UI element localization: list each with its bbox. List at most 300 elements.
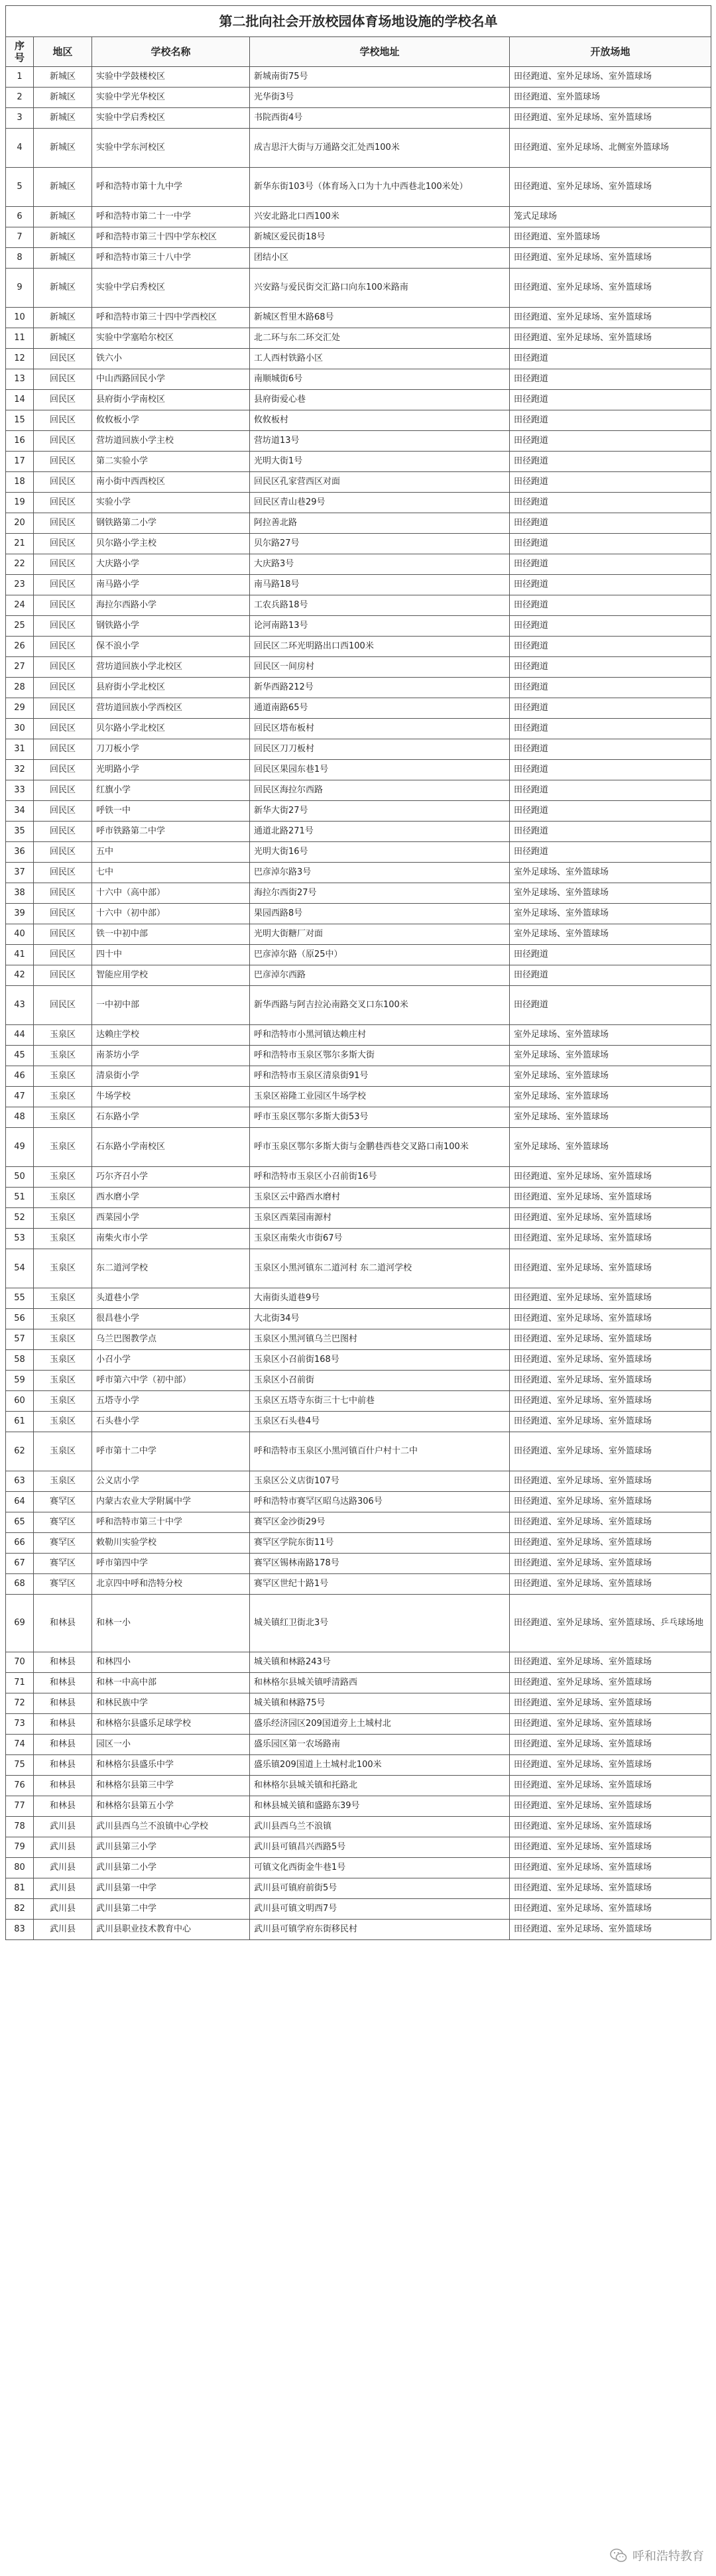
row-school-address: 巴彦淖尔西路	[250, 965, 510, 986]
row-number: 64	[6, 1492, 34, 1512]
table-row	[6, 1595, 711, 1652]
table-row	[6, 369, 711, 390]
row-district: 玉泉区	[34, 1288, 92, 1309]
table-row	[6, 1652, 711, 1673]
row-facilities: 田径跑道	[510, 719, 711, 739]
row-number: 24	[6, 595, 34, 616]
row-facilities: 田径跑道、室外足球场、室外篮球场	[510, 1350, 711, 1371]
row-school-name: 县府街小学北校区	[92, 678, 250, 698]
row-number: 42	[6, 965, 34, 986]
row-facilities: 田径跑道	[510, 945, 711, 965]
row-district: 赛罕区	[34, 1554, 92, 1574]
row-number: 13	[6, 369, 34, 390]
row-facilities: 田径跑道、室外足球场、室外篮球场	[510, 1735, 711, 1755]
row-facilities: 田径跑道	[510, 760, 711, 780]
row-facilities: 田径跑道	[510, 678, 711, 698]
table-row	[6, 227, 711, 248]
table-row	[6, 1432, 711, 1471]
row-school-address: 玉泉区五塔寺东街三十七中前巷	[250, 1391, 510, 1412]
row-school-address: 团结小区	[250, 248, 510, 269]
row-number: 48	[6, 1107, 34, 1128]
table-row	[6, 410, 711, 431]
row-district: 回民区	[34, 390, 92, 410]
row-school-name: 清泉街小学	[92, 1066, 250, 1087]
row-number: 8	[6, 248, 34, 269]
row-facilities: 室外足球场、室外篮球场	[510, 1046, 711, 1066]
row-district: 玉泉区	[34, 1087, 92, 1107]
row-facilities: 田径跑道、室外篮球场	[510, 88, 711, 108]
row-school-name: 五中	[92, 842, 250, 863]
row-number: 30	[6, 719, 34, 739]
row-school-address: 新华西路212号	[250, 678, 510, 698]
row-school-address: 海拉尔西街27号	[250, 883, 510, 904]
row-number: 40	[6, 924, 34, 945]
row-school-address: 南顺城街6号	[250, 369, 510, 390]
table-row	[6, 431, 711, 452]
row-number: 26	[6, 637, 34, 657]
table-row	[6, 349, 711, 369]
header-facilities: 开放场地	[510, 37, 711, 67]
row-school-name: 五塔寺小学	[92, 1391, 250, 1412]
row-facilities: 田径跑道、室外足球场、室外篮球场	[510, 1693, 711, 1714]
row-school-address: 巴彦淖尔路（原25中）	[250, 945, 510, 965]
row-district: 回民区	[34, 739, 92, 760]
row-facilities: 田径跑道、室外足球场、室外篮球场	[510, 1878, 711, 1899]
row-facilities: 田径跑道、室外足球场、室外篮球场	[510, 1533, 711, 1554]
row-district: 回民区	[34, 780, 92, 801]
row-school-address: 兴安北路北口西100米	[250, 207, 510, 227]
row-facilities: 室外足球场、室外篮球场	[510, 883, 711, 904]
row-district: 武川县	[34, 1878, 92, 1899]
row-district: 玉泉区	[34, 1208, 92, 1229]
row-school-name: 达赖庄学校	[92, 1025, 250, 1046]
row-school-address: 武川县可镇学府东街移民村	[250, 1920, 510, 1940]
row-school-address: 和林县城关镇和盛路东39号	[250, 1796, 510, 1817]
row-facilities: 田径跑道、室外足球场、室外篮球场	[510, 1755, 711, 1776]
row-facilities: 田径跑道、室外足球场、室外篮球场	[510, 1574, 711, 1595]
row-facilities: 田径跑道、室外足球场、室外篮球场	[510, 1817, 711, 1837]
row-school-name: 十六中（初中部）	[92, 904, 250, 924]
row-number: 56	[6, 1309, 34, 1329]
row-district: 和林县	[34, 1755, 92, 1776]
table-row	[6, 1128, 711, 1167]
row-number: 10	[6, 308, 34, 328]
row-school-address: 回民区二环光明路出口西100米	[250, 637, 510, 657]
table-row	[6, 1025, 711, 1046]
row-school-address: 营坊道13号	[250, 431, 510, 452]
row-facilities: 田径跑道	[510, 493, 711, 513]
row-district: 玉泉区	[34, 1167, 92, 1188]
row-facilities: 田径跑道	[510, 410, 711, 431]
row-facilities: 田径跑道、室外足球场、室外篮球场	[510, 1492, 711, 1512]
row-school-name: 县府街小学南校区	[92, 390, 250, 410]
table-row	[6, 698, 711, 719]
row-school-address: 通道南路65号	[250, 698, 510, 719]
table-row	[6, 1249, 711, 1288]
row-school-address: 新华大街27号	[250, 801, 510, 822]
row-number: 73	[6, 1714, 34, 1735]
row-number: 34	[6, 801, 34, 822]
row-district: 回民区	[34, 719, 92, 739]
row-school-name: 呼市第六中学（初中部）	[92, 1371, 250, 1391]
table-row	[6, 637, 711, 657]
table-row	[6, 678, 711, 698]
row-district: 赛罕区	[34, 1512, 92, 1533]
row-school-name: 和林格尔县盛乐足球学校	[92, 1714, 250, 1735]
row-district: 新城区	[34, 108, 92, 129]
row-school-name: 南柴火市小学	[92, 1229, 250, 1249]
row-district: 回民区	[34, 554, 92, 575]
table-row	[6, 1574, 711, 1595]
table-row	[6, 780, 711, 801]
row-facilities: 室外足球场、室外篮球场	[510, 863, 711, 883]
row-number: 60	[6, 1391, 34, 1412]
row-school-address: 玉泉区小黑河镇东二道河村 东二道河学校	[250, 1249, 510, 1288]
row-school-address: 光明大街1号	[250, 452, 510, 472]
row-school-name: 西菜园小学	[92, 1208, 250, 1229]
row-facilities: 田径跑道	[510, 513, 711, 534]
row-school-address: 和林格尔县城关镇呼清路西	[250, 1673, 510, 1693]
row-number: 1	[6, 67, 34, 88]
row-district: 回民区	[34, 472, 92, 493]
row-facilities: 室外足球场、室外篮球场	[510, 1128, 711, 1167]
row-district: 回民区	[34, 904, 92, 924]
row-number: 51	[6, 1188, 34, 1208]
table-row	[6, 129, 711, 168]
row-school-address: 书院西街4号	[250, 108, 510, 129]
row-school-name: 实验中学启秀校区	[92, 108, 250, 129]
table-row	[6, 1371, 711, 1391]
row-school-address: 光明大街糖厂对面	[250, 924, 510, 945]
row-number: 28	[6, 678, 34, 698]
row-facilities: 田径跑道、室外足球场、室外篮球场、乒乓球场地	[510, 1595, 711, 1652]
row-school-name: 武川县第一中学	[92, 1878, 250, 1899]
row-number: 52	[6, 1208, 34, 1229]
row-number: 16	[6, 431, 34, 452]
row-number: 69	[6, 1595, 34, 1652]
row-number: 36	[6, 842, 34, 863]
row-number: 54	[6, 1249, 34, 1288]
row-school-address: 呼市玉泉区鄂尔多斯大街53号	[250, 1107, 510, 1128]
row-number: 6	[6, 207, 34, 227]
row-school-name: 呼和浩特市第二十一中学	[92, 207, 250, 227]
row-school-address: 玉泉区石头巷4号	[250, 1412, 510, 1432]
row-school-name: 贝尔路小学北校区	[92, 719, 250, 739]
table-row	[6, 452, 711, 472]
row-facilities: 田径跑道、室外足球场、室外篮球场	[510, 1652, 711, 1673]
row-district: 玉泉区	[34, 1350, 92, 1371]
row-school-address: 大北街34号	[250, 1309, 510, 1329]
table-row	[6, 1837, 711, 1858]
row-district: 回民区	[34, 410, 92, 431]
row-facilities: 田径跑道、室外足球场、室外篮球场	[510, 1371, 711, 1391]
row-number: 19	[6, 493, 34, 513]
row-number: 46	[6, 1066, 34, 1087]
row-number: 3	[6, 108, 34, 129]
row-school-name: 武川县第三小学	[92, 1837, 250, 1858]
row-school-address: 回民区刀刀板村	[250, 739, 510, 760]
row-facilities: 田径跑道	[510, 842, 711, 863]
row-facilities: 田径跑道、室外篮球场	[510, 227, 711, 248]
row-school-name: 呼和浩特市第三十八中学	[92, 248, 250, 269]
table-row	[6, 1796, 711, 1817]
row-facilities: 田径跑道、室外足球场、室外篮球场	[510, 1288, 711, 1309]
row-number: 2	[6, 88, 34, 108]
table-row	[6, 1087, 711, 1107]
row-school-name: 钢铁路第二小学	[92, 513, 250, 534]
row-school-name: 十六中（高中部）	[92, 883, 250, 904]
row-number: 29	[6, 698, 34, 719]
row-number: 68	[6, 1574, 34, 1595]
row-school-name: 北京四中呼和浩特分校	[92, 1574, 250, 1595]
row-school-name: 内蒙古农业大学附属中学	[92, 1492, 250, 1512]
table-row	[6, 739, 711, 760]
row-facilities: 室外足球场、室外篮球场	[510, 1066, 711, 1087]
row-number: 66	[6, 1533, 34, 1554]
row-facilities: 室外足球场、室外篮球场	[510, 1025, 711, 1046]
row-school-name: 和林一小	[92, 1595, 250, 1652]
row-school-address: 玉泉区公义店街107号	[250, 1471, 510, 1492]
row-district: 武川县	[34, 1858, 92, 1878]
row-number: 82	[6, 1899, 34, 1920]
table-row	[6, 1492, 711, 1512]
row-number: 81	[6, 1878, 34, 1899]
row-school-address: 巴彦淖尔路3号	[250, 863, 510, 883]
row-school-name: 武川县第二小学	[92, 1858, 250, 1878]
row-facilities: 田径跑道	[510, 575, 711, 595]
row-facilities: 田径跑道	[510, 986, 711, 1025]
row-school-name: 营坊道回族小学主校	[92, 431, 250, 452]
row-facilities: 田径跑道、室外足球场、室外篮球场	[510, 1229, 711, 1249]
row-school-name: 呼市第四中学	[92, 1554, 250, 1574]
row-school-name: 小召小学	[92, 1350, 250, 1371]
row-facilities: 田径跑道	[510, 780, 711, 801]
table-row	[6, 269, 711, 308]
table-row	[6, 1776, 711, 1796]
row-number: 11	[6, 328, 34, 349]
footer-text: 呼和浩特教育	[632, 2549, 704, 2563]
table-row	[6, 534, 711, 554]
row-school-name: 实验中学塞哈尔校区	[92, 328, 250, 349]
row-school-name: 铁六小	[92, 349, 250, 369]
row-number: 67	[6, 1554, 34, 1574]
table-row	[6, 1673, 711, 1693]
row-district: 和林县	[34, 1673, 92, 1693]
row-school-name: 和林格尔县第五小学	[92, 1796, 250, 1817]
row-school-name: 营坊道回族小学西校区	[92, 698, 250, 719]
row-number: 62	[6, 1432, 34, 1471]
row-number: 33	[6, 780, 34, 801]
header-district: 地区	[34, 37, 92, 67]
row-school-name: 武川县西乌兰不浪镇中心学校	[92, 1817, 250, 1837]
row-school-name: 武川县第二中学	[92, 1899, 250, 1920]
row-facilities: 田径跑道	[510, 822, 711, 842]
table-row	[6, 1208, 711, 1229]
row-number: 25	[6, 616, 34, 637]
row-school-address: 新城区哲里木路68号	[250, 308, 510, 328]
row-school-address: 县府街爱心巷	[250, 390, 510, 410]
table-row	[6, 1714, 711, 1735]
row-school-address: 玉泉区小黑河镇乌兰巴图村	[250, 1329, 510, 1350]
row-school-address: 赛罕区锡林南路178号	[250, 1554, 510, 1574]
row-district: 玉泉区	[34, 1371, 92, 1391]
wechat-icon	[610, 2548, 627, 2563]
row-school-address: 大南街头道巷9号	[250, 1288, 510, 1309]
table-row	[6, 1899, 711, 1920]
row-school-name: 呼和浩特市第三十中学	[92, 1512, 250, 1533]
row-school-address: 新城南街75号	[250, 67, 510, 88]
row-school-name: 南马路小学	[92, 575, 250, 595]
table-row	[6, 390, 711, 410]
row-district: 回民区	[34, 657, 92, 678]
row-district: 和林县	[34, 1595, 92, 1652]
table-row	[6, 924, 711, 945]
row-school-address: 玉泉区小召前街168号	[250, 1350, 510, 1371]
row-number: 49	[6, 1128, 34, 1167]
row-school-address: 新华西路与阿吉拉沁南路交叉口东100米	[250, 986, 510, 1025]
row-school-address: 攸攸板村	[250, 410, 510, 431]
row-school-address: 论河南路13号	[250, 616, 510, 637]
row-school-name: 南茶坊小学	[92, 1046, 250, 1066]
row-district: 回民区	[34, 452, 92, 472]
row-school-address: 兴安路与爱民街交汇路口向东100米路南	[250, 269, 510, 308]
row-facilities: 田径跑道、室外足球场、室外篮球场	[510, 1188, 711, 1208]
row-number: 53	[6, 1229, 34, 1249]
row-number: 77	[6, 1796, 34, 1817]
table-row	[6, 1533, 711, 1554]
row-facilities: 田径跑道	[510, 698, 711, 719]
row-school-name: 实验小学	[92, 493, 250, 513]
row-school-name: 呼和浩特市第十九中学	[92, 168, 250, 207]
table-row	[6, 207, 711, 227]
row-number: 9	[6, 269, 34, 308]
table-row	[6, 801, 711, 822]
row-school-address: 新华东街103号（体育场入口为十九中西巷北100米处）	[250, 168, 510, 207]
row-number: 12	[6, 349, 34, 369]
table-row	[6, 1512, 711, 1533]
row-district: 玉泉区	[34, 1249, 92, 1288]
row-district: 玉泉区	[34, 1128, 92, 1167]
row-school-address: 回民区一间房村	[250, 657, 510, 678]
row-facilities: 田径跑道、室外足球场、室外篮球场	[510, 1837, 711, 1858]
row-district: 武川县	[34, 1899, 92, 1920]
row-facilities: 室外足球场、室外篮球场	[510, 904, 711, 924]
table-row	[6, 1391, 711, 1412]
row-number: 58	[6, 1350, 34, 1371]
row-school-address: 呼和浩特市赛罕区昭乌达路306号	[250, 1492, 510, 1512]
row-school-address: 武川县可镇昌兴西路5号	[250, 1837, 510, 1858]
row-school-name: 石头巷小学	[92, 1412, 250, 1432]
row-district: 回民区	[34, 575, 92, 595]
row-school-address: 成吉思汗大街与万通路交汇处西100米	[250, 129, 510, 168]
row-number: 45	[6, 1046, 34, 1066]
table-row	[6, 657, 711, 678]
row-facilities: 田径跑道	[510, 369, 711, 390]
row-school-address: 光明大街16号	[250, 842, 510, 863]
row-school-address: 盛乐经济园区209国道旁上土城村北	[250, 1714, 510, 1735]
row-number: 39	[6, 904, 34, 924]
row-facilities: 田径跑道、室外足球场、室外篮球场	[510, 1167, 711, 1188]
table-row	[6, 1920, 711, 1940]
row-facilities: 田径跑道	[510, 595, 711, 616]
row-number: 70	[6, 1652, 34, 1673]
row-facilities: 田径跑道、室外足球场、室外篮球场	[510, 1899, 711, 1920]
row-district: 新城区	[34, 88, 92, 108]
row-district: 回民区	[34, 924, 92, 945]
row-district: 玉泉区	[34, 1229, 92, 1249]
row-facilities: 田径跑道	[510, 452, 711, 472]
row-number: 63	[6, 1471, 34, 1492]
row-district: 回民区	[34, 822, 92, 842]
table-row	[6, 108, 711, 129]
row-school-address: 武川县西乌兰不浪镇	[250, 1817, 510, 1837]
row-school-name: 大庆路小学	[92, 554, 250, 575]
row-district: 玉泉区	[34, 1309, 92, 1329]
row-number: 14	[6, 390, 34, 410]
row-district: 武川县	[34, 1817, 92, 1837]
row-school-address: 城关镇和林路75号	[250, 1693, 510, 1714]
row-school-name: 东二道河学校	[92, 1249, 250, 1288]
table-row	[6, 1735, 711, 1755]
row-district: 赛罕区	[34, 1492, 92, 1512]
row-school-name: 牛场学校	[92, 1087, 250, 1107]
row-district: 和林县	[34, 1796, 92, 1817]
table-body	[6, 67, 711, 1940]
row-number: 4	[6, 129, 34, 168]
row-school-name: 呼和浩特市第三十四中学东校区	[92, 227, 250, 248]
row-district: 回民区	[34, 431, 92, 452]
row-facilities: 田径跑道	[510, 534, 711, 554]
row-school-name: 第二实验小学	[92, 452, 250, 472]
row-school-address: 北二环与东二环交汇处	[250, 328, 510, 349]
row-district: 玉泉区	[34, 1046, 92, 1066]
row-facilities: 田径跑道、室外足球场、室外篮球场	[510, 1432, 711, 1471]
table-row	[6, 1817, 711, 1837]
header-no: 序号	[6, 37, 34, 67]
row-number: 17	[6, 452, 34, 472]
row-facilities: 田径跑道	[510, 472, 711, 493]
table-row	[6, 986, 711, 1025]
row-school-name: 巧尔齐召小学	[92, 1167, 250, 1188]
row-school-name: 铁一中初中部	[92, 924, 250, 945]
row-school-name: 呼市第十二中学	[92, 1432, 250, 1471]
row-school-address: 玉泉区云中路西水磨村	[250, 1188, 510, 1208]
row-district: 新城区	[34, 328, 92, 349]
row-school-address: 南马路18号	[250, 575, 510, 595]
row-district: 回民区	[34, 842, 92, 863]
row-number: 35	[6, 822, 34, 842]
row-school-address: 工农兵路18号	[250, 595, 510, 616]
table-row	[6, 88, 711, 108]
row-district: 回民区	[34, 698, 92, 719]
row-school-address: 新城区爱民街18号	[250, 227, 510, 248]
row-district: 玉泉区	[34, 1432, 92, 1471]
table-row	[6, 513, 711, 534]
row-district: 回民区	[34, 883, 92, 904]
row-facilities: 田径跑道、室外足球场、室外篮球场	[510, 1309, 711, 1329]
row-school-address: 赛罕区世纪十路1号	[250, 1574, 510, 1595]
row-school-name: 园区一小	[92, 1735, 250, 1755]
row-facilities: 田径跑道、室外足球场、室外篮球场	[510, 1858, 711, 1878]
row-school-address: 呼和浩特市玉泉区鄂尔多斯大街	[250, 1046, 510, 1066]
row-school-address: 呼和浩特市小黑河镇达赖庄村	[250, 1025, 510, 1046]
row-facilities: 室外足球场、室外篮球场	[510, 924, 711, 945]
row-district: 玉泉区	[34, 1066, 92, 1087]
table-row	[6, 1309, 711, 1329]
row-number: 78	[6, 1817, 34, 1837]
row-district: 回民区	[34, 513, 92, 534]
row-school-address: 回民区青山巷29号	[250, 493, 510, 513]
